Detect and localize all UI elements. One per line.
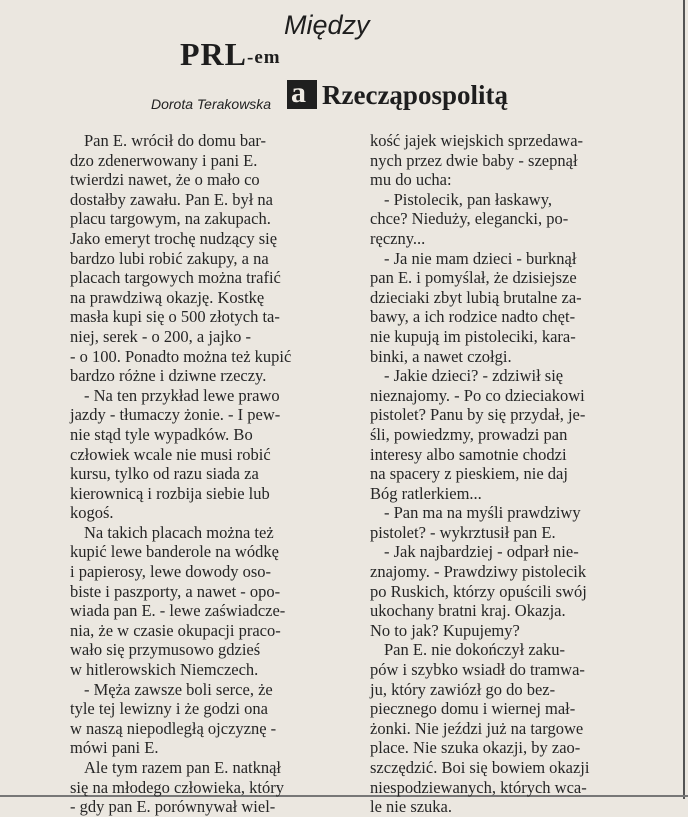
article-line: w hitlerowskich Niemczech. <box>70 660 259 680</box>
article-line: placu targowym, na zakupach. <box>70 209 271 229</box>
article-right-column <box>370 131 589 817</box>
article-line: kursu, tylko od razu siada za <box>70 464 259 484</box>
article-line: wało się przymusowo gdzieś <box>70 640 261 660</box>
article-line: - Jakie dzieci? - zdziwił się <box>384 366 564 386</box>
article-line: bardzo lubi robić zakupy, a na <box>70 248 269 268</box>
article-line: pistolet? Panu by się przydał, je- <box>370 405 586 425</box>
article-line: jazdy - tłumaczy żonie. - I pew- <box>70 405 281 425</box>
article-line: niespodziewanych, których wca- <box>370 777 587 797</box>
title-prl-text: PRL <box>180 36 247 72</box>
article-line: i papierosy, lewe dowody oso- <box>70 562 272 582</box>
article-line: dzieciaki zbyt lubią brutalne za- <box>370 287 582 307</box>
article-line: masła kupi się o 500 złotych ta- <box>70 307 280 327</box>
article-line: - Pistolecik, pan łaskawy, <box>384 189 553 209</box>
article-line: Pan E. wrócił do domu bar- <box>84 131 267 150</box>
article-line: bardzo różne i dziwne rzeczy. <box>70 366 267 386</box>
article-line: biste i paszporty, a nawet - opo- <box>70 581 281 601</box>
title-word-miedzy: Między <box>284 10 370 40</box>
article-line: bawy, a ich rodzice nadto chęt- <box>370 307 576 327</box>
article-line: na spacery z pieskiem, nie daj <box>370 464 568 484</box>
article-line: pistolet? - wykrztusił pan E. <box>370 522 556 542</box>
article-line: - Męża zawsze boli serce, że <box>84 679 273 699</box>
article-line: nie stąd tyle wypadków. Bo <box>70 424 253 444</box>
article-line: Bóg ratlerkiem... <box>370 483 482 503</box>
author-byline: Dorota Terakowska <box>151 96 272 112</box>
article-line: Na takich placach można też <box>84 522 274 542</box>
article-line: kupić lewe banderole na wódkę <box>70 542 279 562</box>
article-line: dostałby zawału. Pan E. był na <box>70 189 273 209</box>
article-line: śli, powiedzmy, prowadzi pan <box>370 424 568 444</box>
article-line: mu do ucha: <box>370 170 452 190</box>
article-line: dzo zdenerwowany i pani E. <box>70 150 258 170</box>
article-line: binki, a nawet czołgi. <box>370 346 512 366</box>
article-line: - o 100. Ponadto można też kupić <box>70 346 292 366</box>
article-line: w naszą niepodległą ojczyznę - <box>70 718 277 738</box>
article-line: Pan E. nie dokończył zaku- <box>384 640 565 660</box>
title-prl <box>180 36 281 73</box>
article-line: szczędzić. Boi się bowiem okazji <box>370 758 590 777</box>
article-line: ręczny... <box>370 228 426 248</box>
article-line: na prawdziwą okazję. Kostkę <box>70 287 265 307</box>
article-line: ju, który zawiózł go do bez- <box>370 679 556 699</box>
article-line: znajomy. - Prawdziwy pistolecik <box>370 562 587 582</box>
article-left-column <box>70 131 291 817</box>
article-line: mówi pani E. <box>70 738 159 758</box>
article-line: pów i szybko wsiadł do tramwa- <box>370 660 585 680</box>
article-line: place. Nie szuka okazji, by zao- <box>370 738 581 758</box>
article-line: człowiek wcale nie musi robić <box>70 444 271 464</box>
article-line: ukochany bratni kraj. Okazja. <box>370 601 566 621</box>
article-line: - gdy pan E. porównywał wiel- <box>70 797 276 817</box>
article-line: żonki. Nie jeździ już na targowe <box>370 718 584 738</box>
article-line: nieznajomy. - Po co dzieciakowi <box>370 385 585 405</box>
article-line: No to jak? Kupujemy? <box>370 620 520 640</box>
article-line: kierownicą i rozbija siebie lub <box>70 483 270 503</box>
article-line: - Na ten przykład lewe prawo <box>84 385 280 405</box>
article-line: kogoś. <box>70 503 114 523</box>
title-letter-a: a <box>291 76 306 109</box>
article-line: interesy albo samotnie chodzi <box>370 444 567 464</box>
article-line: twierdzi nawet, że o mało co <box>70 170 260 190</box>
article-line: nych przez dwie baby - szepnął <box>370 150 578 170</box>
article-line: Jako emeryt trochę nudzący się <box>70 228 278 248</box>
article-line: pan E. i pomyślał, że dzisiejsze <box>370 268 577 288</box>
article-line: - Ja nie mam dzieci - burknął <box>384 248 577 268</box>
title-rzeczpospolita: Rzecząpospolitą <box>322 80 508 110</box>
article-line: - Jak najbardziej - odparł nie- <box>384 542 579 562</box>
article-line: Ale tym razem pan E. natknął <box>84 758 282 777</box>
article-line: nia, że w czasie okupacji praco- <box>70 620 281 640</box>
article-line: chce? Nieduży, elegancki, po- <box>370 209 569 229</box>
article-line: le nie szuka. <box>370 797 453 817</box>
article-line: się na młodego człowieka, który <box>70 777 284 797</box>
article-line: - Pan ma na myśli prawdziwy <box>384 503 581 523</box>
title-em-suffix: -em <box>247 47 281 68</box>
article-line: kość jajek wiejskich sprzedawa- <box>370 131 584 150</box>
article-line: po Ruskich, którzy opuścili swój <box>370 581 587 601</box>
article-line: tyle tej lewizny i że godzi ona <box>70 699 268 719</box>
article-line: wiada pan E. - lewe zaświadcze- <box>70 601 286 621</box>
article-line: niej, serek - o 200, a jajko - <box>70 326 251 346</box>
article-line: nie kupują im pistoleciki, kara- <box>370 326 576 346</box>
article-line: placach targowych można trafić <box>70 268 281 288</box>
page-edge-rule <box>683 0 685 799</box>
article-line: piecznego domu i wiernej mał- <box>370 699 576 719</box>
